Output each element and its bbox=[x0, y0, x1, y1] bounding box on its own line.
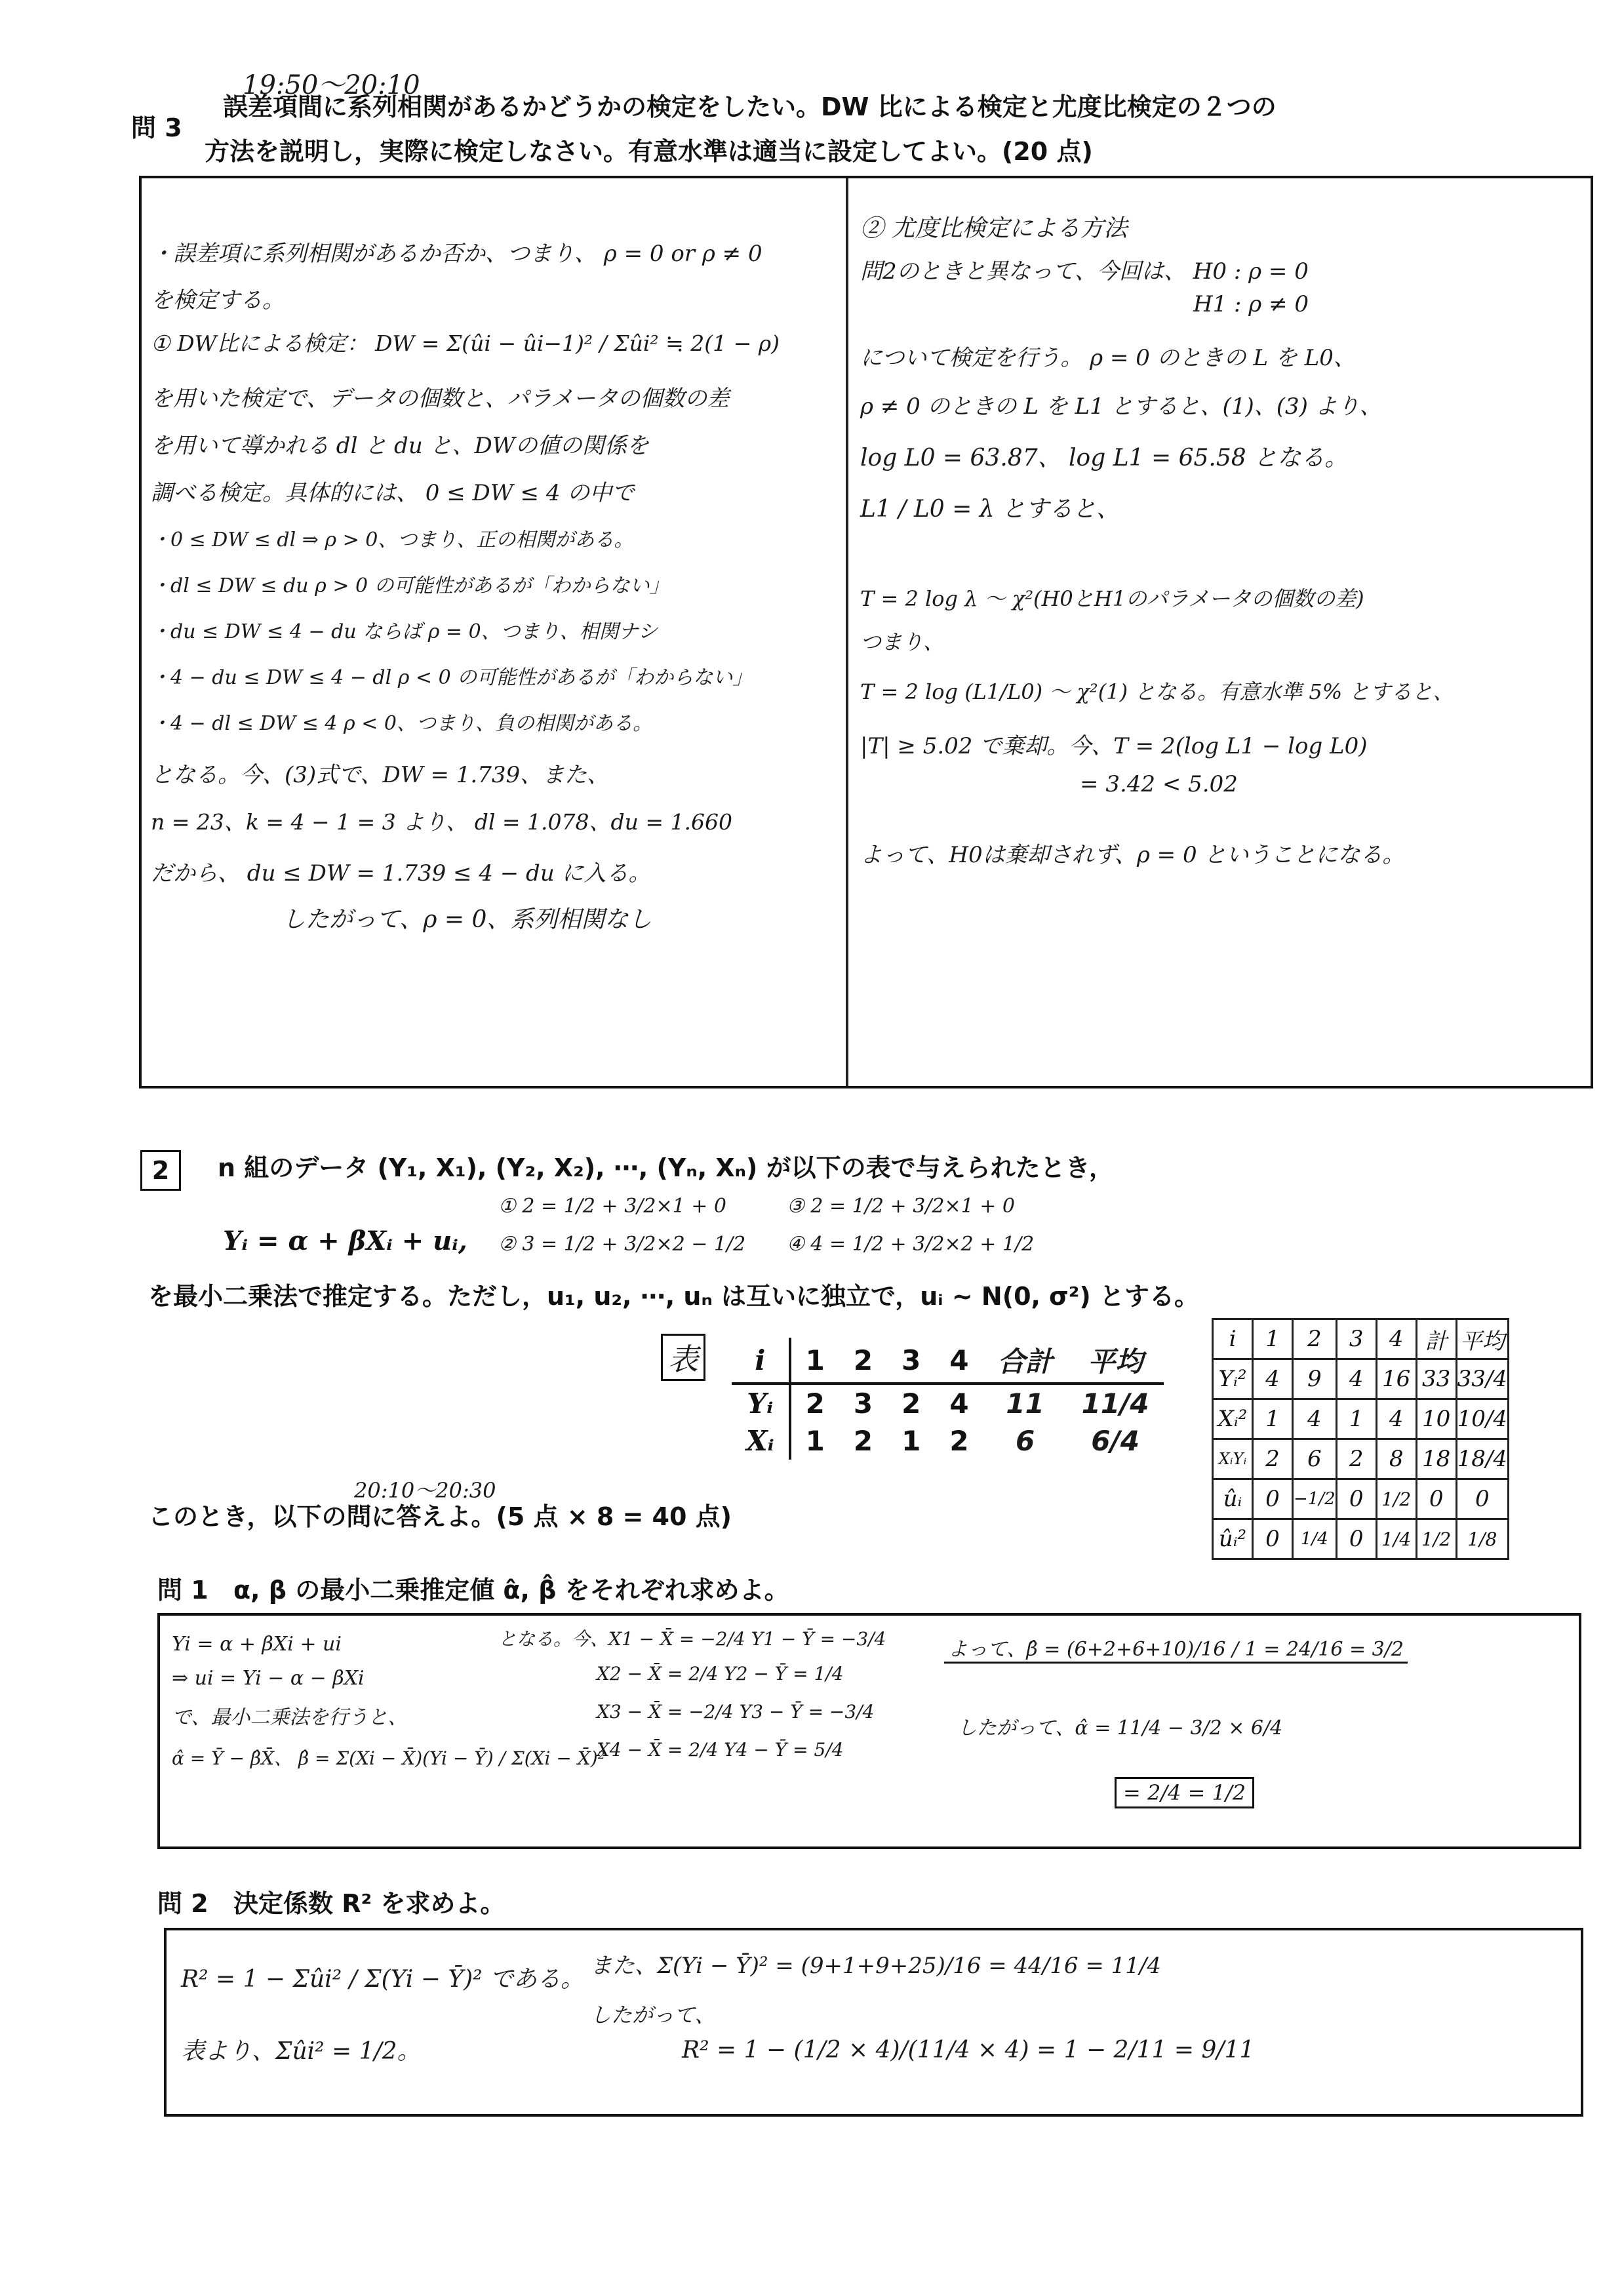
grid-cell: 1/2 bbox=[1376, 1479, 1416, 1519]
problem-2-number-text: 2 bbox=[151, 1156, 170, 1185]
grid-row bbox=[1213, 1359, 1509, 1399]
hand-line: で、最小二乗法を行うと、 bbox=[172, 1706, 408, 1729]
hand-line: を用いて導かれる dl と du と、DWの値の関係を bbox=[151, 433, 649, 459]
hand-line: だから、 du ≤ DW = 1.739 ≤ 4 − du に入る。 bbox=[151, 860, 651, 887]
grid-cell: 2 bbox=[1293, 1319, 1337, 1359]
grid-row bbox=[1213, 1439, 1509, 1479]
hand-line: ・0 ≤ DW ≤ dl ⇒ ρ > 0、つまり、正の相関がある。 bbox=[151, 529, 634, 551]
hand-line: つまり、 bbox=[860, 629, 945, 654]
regression-model: Yᵢ = α + βXᵢ + uᵢ, bbox=[223, 1226, 467, 1256]
hand-line: |T| ≥ 5.02 で棄却。今、T = 2(log L1 − log L0) bbox=[860, 733, 1368, 759]
table-tag bbox=[661, 1334, 705, 1381]
table-header-cell: 合計 bbox=[983, 1338, 1067, 1384]
grid-cell: 4 bbox=[1336, 1359, 1376, 1399]
hand-line: となる。今、(3)式で、DW = 1.739、また、 bbox=[151, 762, 610, 788]
grid-cell: Yᵢ² bbox=[1213, 1359, 1253, 1399]
grid-row bbox=[1213, 1519, 1509, 1559]
grid-cell: 4 bbox=[1376, 1319, 1416, 1359]
grid-cell: 1 bbox=[1336, 1399, 1376, 1439]
q2-2-left bbox=[181, 1961, 584, 2066]
hand-line: よって、H0は棄却されず、ρ = 0 ということになる。 bbox=[860, 842, 1405, 868]
hand-line: T = 2 log (L1/L0) 〜 χ²(1) となる。有意水準 5% とすると、 bbox=[860, 679, 1454, 704]
table-tag-text: 表 bbox=[668, 1342, 698, 1377]
hand-line: また、Σ(Yi − Ȳ)² = (9+1+9+25)/16 = 44/16 = 11/4 bbox=[590, 1953, 1161, 1979]
hand-line: X3 − X̄ = −2/4 Y3 − Ȳ = −3/4 bbox=[597, 1701, 875, 1723]
table-header-cell: 1 bbox=[790, 1338, 839, 1384]
hand-line: ρ ≠ 0 のときの L を L1 とすると、(1)、(3) より、 bbox=[860, 393, 1382, 420]
table-cell: 11/4 bbox=[1081, 1387, 1149, 1420]
grid-cell: 0 bbox=[1336, 1519, 1376, 1559]
problem-2-condition: を最小二乗法で推定する。ただし，u₁, u₂, ⋯, uₙ は互いに独立で，uᵢ ~ N(0, σ²) とする。 bbox=[148, 1282, 1200, 1311]
grid-cell: 1/4 bbox=[1376, 1519, 1416, 1559]
table-cell: 6 bbox=[1015, 1425, 1035, 1457]
problem-2-intro: n 組のデータ (Y₁, X₁), (Y₂, X₂), ⋯, (Yₙ, Xₙ) が以下の表で与えられたとき， bbox=[218, 1153, 1115, 1182]
hand-eq-2: ② 3 = 1/2 + 3/2×2 − 1/2 bbox=[498, 1233, 746, 1256]
hand-line: を検定する。 bbox=[151, 287, 285, 313]
grid-cell: 9 bbox=[1293, 1359, 1337, 1399]
hand-eq-4: ④ 4 = 1/2 + 3/2×2 + 1/2 bbox=[787, 1233, 1035, 1256]
table-cell: 6/4 bbox=[1091, 1425, 1139, 1457]
hand-line: R² = 1 − (1/2 × 4)/(11/4 × 4) = 1 − 2/11 = 9/11 bbox=[682, 2037, 1255, 2064]
grid-cell: 10/4 bbox=[1456, 1399, 1508, 1439]
table-cell: 1 bbox=[805, 1425, 825, 1457]
alpha-estimate-result: = 2/4 = 1/2 bbox=[1115, 1777, 1254, 1808]
hand-line: n = 23、k = 4 − 1 = 3 より、 dl = 1.078、du = 1.660 bbox=[151, 809, 732, 835]
data-table bbox=[732, 1338, 1164, 1460]
time-note-q3: 19:50〜20:10 bbox=[243, 70, 420, 100]
hand-line: ⇒ ui = Yi − α − βXi bbox=[172, 1667, 365, 1690]
hand-eq-3: ③ 2 = 1/2 + 3/2×1 + 0 bbox=[787, 1195, 1016, 1218]
grid-cell: 0 bbox=[1416, 1479, 1456, 1519]
grid-cell: 1/8 bbox=[1456, 1519, 1508, 1559]
hand-line: を用いた検定で、データの個数と、パラメータの個数の差 bbox=[151, 386, 730, 412]
q2-1-middle bbox=[498, 1625, 886, 1761]
grid-cell: 0 bbox=[1456, 1479, 1508, 1519]
grid-cell: −1/2 bbox=[1293, 1479, 1337, 1519]
grid-cell: 4 bbox=[1253, 1359, 1293, 1399]
q2-1-text: α, β の最小二乗推定値 α̂, β̂ をそれぞれ求めよ。 bbox=[233, 1576, 789, 1605]
q2-2-right bbox=[590, 1947, 1254, 2064]
grid-cell: 0 bbox=[1253, 1479, 1293, 1519]
grid-cell: 2 bbox=[1253, 1439, 1293, 1479]
grid-cell: 平均 bbox=[1456, 1319, 1508, 1359]
hand-line: α̂ = Ȳ − β̂X̄、 β̂ = Σ(Xi − X̄)(Yi − Ȳ) / Σ(Xi − X̄)² bbox=[172, 1747, 605, 1769]
hand-line: ・du ≤ DW ≤ 4 − du ならば ρ = 0、つまり、相関ナシ bbox=[151, 620, 658, 643]
grid-cell: XᵢYᵢ bbox=[1213, 1439, 1253, 1479]
q2-2-label: 問 2 bbox=[157, 1889, 208, 1918]
hand-line: ① DW比による検定： DW = Σ(ûi − ûi−1)² / Σûi² ≒ 2(1 − ρ) bbox=[151, 330, 780, 356]
grid-cell: 1 bbox=[1253, 1319, 1293, 1359]
table-header-cell: i bbox=[732, 1338, 790, 1384]
table-cell: Yᵢ bbox=[732, 1384, 790, 1422]
grid-cell: ûᵢ² bbox=[1213, 1519, 1253, 1559]
table-cell: Xᵢ bbox=[732, 1422, 790, 1460]
data-table-row bbox=[732, 1422, 1164, 1460]
grid-cell: 0 bbox=[1253, 1519, 1293, 1559]
grid-cell: 1/4 bbox=[1293, 1519, 1337, 1559]
problem-2-instruction: このとき，以下の問に答えよ。(5 点 × 8 = 40 点) bbox=[148, 1502, 732, 1531]
hand-line: H1 : ρ ≠ 0 bbox=[860, 291, 1309, 317]
table-header-cell: 2 bbox=[839, 1338, 887, 1384]
hand-line: T = 2 log λ 〜 χ²(H0とH1のパラメータの個数の差) bbox=[860, 586, 1364, 611]
grid-cell: 1 bbox=[1253, 1399, 1293, 1439]
alpha-estimate: したがって、α̂ = 11/4 − 3/2 × 6/4 bbox=[957, 1717, 1283, 1740]
grid-cell: 18/4 bbox=[1456, 1439, 1508, 1479]
hand-line: について検定を行う。 ρ = 0 のときの L を L0、 bbox=[860, 345, 1356, 371]
q3-answer-divider bbox=[846, 178, 848, 1086]
table-header-cell: 3 bbox=[887, 1338, 935, 1384]
table-cell: 2 bbox=[949, 1425, 969, 1457]
q3-prompt-line2: 方法を説明し，実際に検定しなさい。有意水準は適当に設定してよい。(20 点) bbox=[205, 137, 1093, 166]
hand-line: となる。今、X1 − X̄ = −2/4 Y1 − Ȳ = −3/4 bbox=[498, 1628, 886, 1650]
q3-label: 問 3 bbox=[131, 113, 182, 142]
hand-line: X4 − X̄ = 2/4 Y4 − Ȳ = 5/4 bbox=[597, 1739, 844, 1761]
hand-line: 調べる検定。具体的には、 0 ≤ DW ≤ 4 の中で bbox=[151, 480, 635, 506]
table-cell: 2 bbox=[853, 1425, 873, 1457]
hand-line: = 3.42 < 5.02 bbox=[860, 771, 1238, 797]
grid-cell: 4 bbox=[1293, 1399, 1337, 1439]
hand-line: したがって、 bbox=[590, 2003, 716, 2027]
grid-cell: ûᵢ bbox=[1213, 1479, 1253, 1519]
q3-left-column bbox=[151, 226, 836, 934]
hand-line: 問2のときと異なって、今回は、 H0 : ρ = 0 bbox=[860, 258, 1309, 285]
grid-cell: 33/4 bbox=[1456, 1359, 1508, 1399]
grid-row bbox=[1213, 1399, 1509, 1439]
hand-line: ・誤差項に系列相関があるか否か、つまり、 ρ = 0 or ρ ≠ 0 bbox=[151, 241, 762, 267]
time-note-q2: 20:10〜20:30 bbox=[354, 1478, 496, 1503]
hand-line: ・dl ≤ DW ≤ du ρ > 0 の可能性があるが「わからない」 bbox=[151, 574, 669, 597]
hand-line: したがって、ρ = 0、系列相関なし bbox=[282, 906, 652, 933]
table-header-cell: 平均 bbox=[1067, 1338, 1164, 1384]
hand-line: log L0 = 63.87、 log L1 = 65.58 となる。 bbox=[860, 445, 1349, 471]
grid-cell: 6 bbox=[1293, 1439, 1337, 1479]
grid-cell: 3 bbox=[1336, 1319, 1376, 1359]
grid-cell: 8 bbox=[1376, 1439, 1416, 1479]
grid-cell: 16 bbox=[1376, 1359, 1416, 1399]
grid-cell: Xᵢ² bbox=[1213, 1399, 1253, 1439]
hand-line: Yi = α + βXi + ui bbox=[172, 1633, 342, 1656]
data-table-row bbox=[732, 1384, 1164, 1422]
grid-cell: 計 bbox=[1416, 1319, 1456, 1359]
hand-line bbox=[860, 543, 1588, 582]
beta-estimate: よって、β̂ = (6+2+6+10)/16 / 1 = 24/16 = 3/2 bbox=[944, 1633, 1408, 1664]
hand-line: L1 / L0 = λ とすると、 bbox=[860, 496, 1120, 523]
grid-cell: 10 bbox=[1416, 1399, 1456, 1439]
hand-line bbox=[860, 814, 1588, 837]
table-header-cell: 4 bbox=[935, 1338, 983, 1384]
hand-line: ・4 − dl ≤ DW ≤ 4 ρ < 0、つまり、負の相関がある。 bbox=[151, 712, 652, 735]
q3-prompt-line1: 誤差項間に系列相関があるかどうかの検定をしたい。DW 比による検定と尤度比検定の２つの bbox=[223, 92, 1277, 121]
table-cell: 1 bbox=[901, 1425, 921, 1457]
grid-cell: 33 bbox=[1416, 1359, 1456, 1399]
handwritten-grid bbox=[1212, 1318, 1509, 1560]
table-cell: 2 bbox=[901, 1387, 921, 1420]
hand-line: ・4 − du ≤ DW ≤ 4 − dl ρ < 0 の可能性があるが「わからない」 bbox=[151, 666, 753, 689]
grid-cell: 4 bbox=[1376, 1399, 1416, 1439]
hand-line: R² = 1 − Σûi² / Σ(Yi − Ȳ)² である。 bbox=[181, 1966, 585, 1993]
problem-2-number bbox=[140, 1150, 181, 1191]
q2-2-text: 決定係数 R² を求めよ。 bbox=[233, 1889, 505, 1918]
table-cell: 3 bbox=[853, 1387, 873, 1420]
grid-cell: 0 bbox=[1336, 1479, 1376, 1519]
hand-line: ② 尤度比検定による方法 bbox=[860, 215, 1128, 242]
hand-eq-1: ① 2 = 1/2 + 3/2×1 + 0 bbox=[498, 1195, 727, 1218]
grid-row bbox=[1213, 1479, 1509, 1519]
grid-cell: 2 bbox=[1336, 1439, 1376, 1479]
data-table-header-row bbox=[732, 1338, 1164, 1384]
grid-row bbox=[1213, 1319, 1509, 1359]
grid-cell: 18 bbox=[1416, 1439, 1456, 1479]
grid-cell: 1/2 bbox=[1416, 1519, 1456, 1559]
grid-cell: i bbox=[1213, 1319, 1253, 1359]
table-cell: 4 bbox=[949, 1387, 969, 1420]
table-cell: 2 bbox=[805, 1387, 825, 1420]
hand-line: 表より、Σûi² = 1/2。 bbox=[181, 2038, 421, 2065]
q3-right-column bbox=[860, 210, 1588, 869]
hand-line: X2 − X̄ = 2/4 Y2 − Ȳ = 1/4 bbox=[597, 1663, 844, 1685]
table-cell: 11 bbox=[1006, 1387, 1044, 1420]
q2-1-label: 問 1 bbox=[157, 1576, 208, 1605]
